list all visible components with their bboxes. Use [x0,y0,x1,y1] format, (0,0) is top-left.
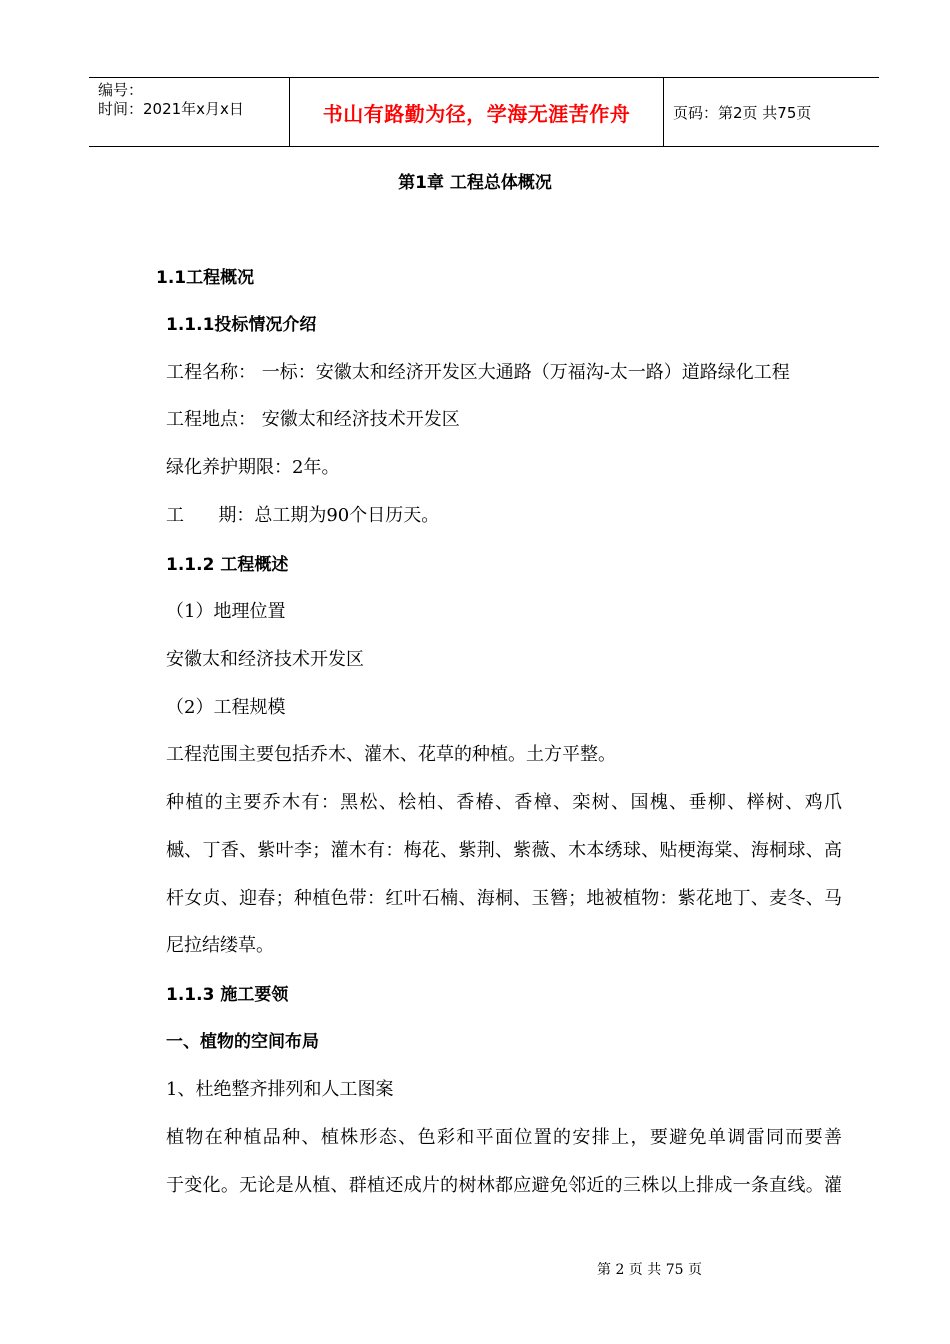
plants-line-4: 尼拉结缕草。 [166,935,274,956]
geo-heading: （1）地理位置 [166,601,286,622]
chapter-title: 第1章 工程总体概况 [398,173,552,193]
layout-line-1: 植物在种植品种、植株形态、色彩和平面位置的安排上，要避免单调雷同而要善 [166,1127,842,1148]
plants-line-3: 杆女贞、迎春；种植色带：红叶石楠、海桐、玉簪；地被植物：紫花地丁、麦冬、马 [166,888,842,909]
layout-heading: 一、植物的空间布局 [166,1032,319,1052]
time-label: 时间：2021年x月x日 [98,100,244,118]
project-site: 工程地点： 安徽太和经济技术开发区 [166,409,460,430]
maintenance-period: 绿化养护期限：2年。 [166,457,340,478]
plants-line-1: 种植的主要乔木有：黑松、桧柏、香椿、香樟、栾树、国槐、垂柳、榉树、鸡爪 [166,792,842,813]
section-1-1-heading: 1.1工程概况 [156,268,255,288]
section-1-1-1-heading: 1.1.1投标情况介绍 [166,315,317,335]
header-meta [89,78,290,146]
header-page-info: 页码：第2页 共75页 [673,103,812,122]
plants-line-2: 槭、丁香、紫叶李；灌木有：梅花、紫荆、紫薇、木本绣球、贴梗海棠、海桐球、高 [166,840,842,861]
header-motto: 书山有路勤为径，学海无涯苦作舟 [290,78,664,146]
layout-line-2: 于变化。无论是从植、群植还成片的树林都应避免邻近的三株以上排成一条直线。灌 [166,1175,842,1196]
project-duration: 工 期：总工期为90个日历天。 [166,505,440,526]
page-header [89,77,879,147]
page-footer: 第 2 页 共 75 页 [597,1262,702,1278]
section-1-1-2-heading: 1.1.2 工程概述 [166,555,289,575]
geo-text: 安徽太和经济技术开发区 [166,649,364,670]
layout-subheading: 1、杜绝整齐排列和人工图案 [166,1079,394,1100]
scale-text: 工程范围主要包括乔木、灌木、花草的种植。土方平整。 [166,744,616,765]
number-label: 编号： [98,81,144,99]
scale-heading: （2）工程规模 [166,697,286,718]
project-name: 工程名称： 一标：安徽太和经济开发区大通路（万福沟-太一路）道路绿化工程 [166,362,790,383]
section-1-1-3-heading: 1.1.3 施工要领 [166,985,289,1005]
